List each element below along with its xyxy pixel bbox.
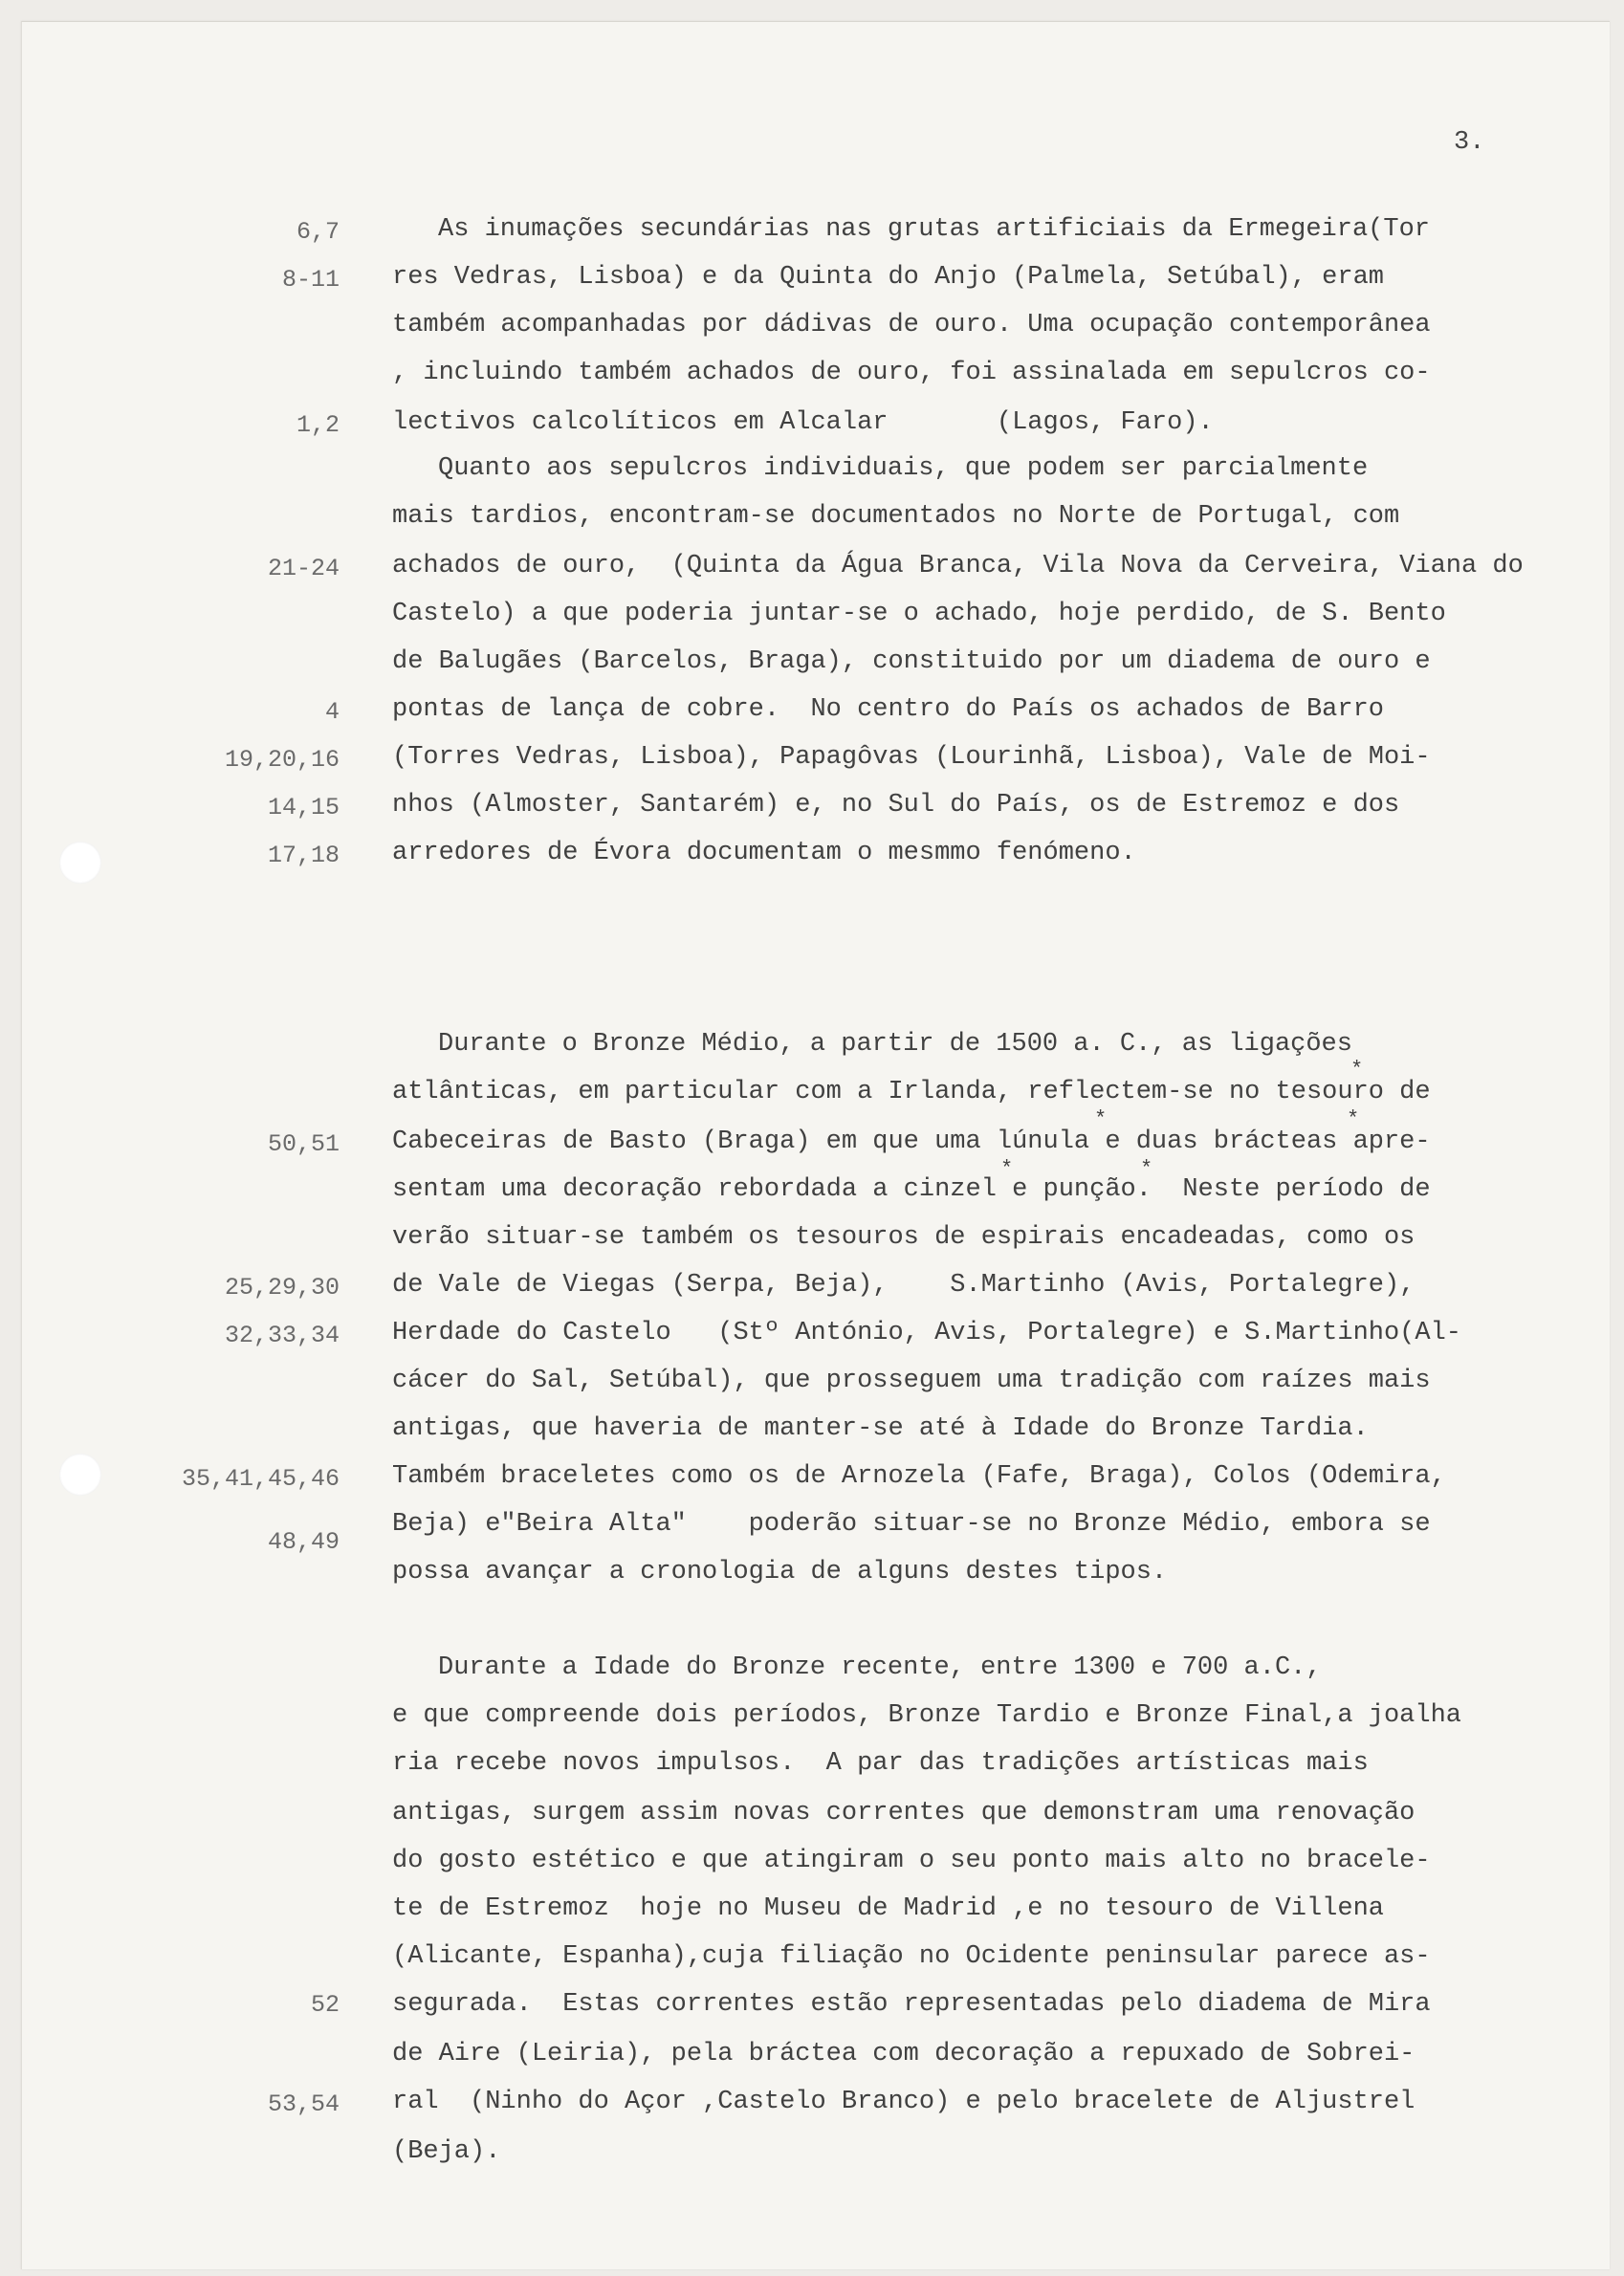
- margin-ref: 35,41,45,46: [181, 1465, 340, 1493]
- paragraph-2-line: mais tardios, encontram-se documentados no Norte de Portugal, com: [392, 502, 1400, 531]
- paragraph-1-line: res Vedras, Lisboa) e da Quinta do Anjo (Palmela, Setúbal), eram: [392, 263, 1384, 292]
- paragraph-3-line: de Vale de Viegas (Serpa, Beja), S.Martinho (Avis, Portalegre),: [392, 1271, 1416, 1300]
- margin-ref: 4: [324, 698, 340, 726]
- margin-ref: 52: [310, 1991, 340, 2019]
- paragraph-4-line: antigas, surgem assim novas correntes que demonstram uma renovação: [392, 1799, 1416, 1827]
- paragraph-2-line: achados de ouro, (Quinta da Água Branca, Vila Nova da Cerveira, Viana do: [392, 552, 1524, 580]
- paragraph-4-line: de Aire (Leiria), pela bráctea com decoração a repuxado de Sobrei-: [392, 2040, 1416, 2068]
- paragraph-2-line: (Torres Vedras, Lisboa), Papagôvas (Lourinhã, Lisboa), Vale de Moi-: [392, 743, 1431, 772]
- paragraph-3-line: possa avançar a cronologia de alguns destes tipos.: [392, 1558, 1168, 1587]
- paragraph-1-line: também acompanhadas por dádivas de ouro. Uma ocupação contemporânea: [392, 311, 1431, 339]
- paragraph-3-line: verão situar-se também os tesouros de espirais encadeadas, como os: [392, 1223, 1416, 1252]
- paragraph-3-line: Cabeceiras de Basto (Braga) em que uma lúnula e duas brácteas apre-: [392, 1127, 1431, 1156]
- paragraph-3-line: Durante o Bronze Médio, a partir de 1500 a. C., as ligações: [438, 1030, 1352, 1059]
- paragraph-4-line: te de Estremoz hoje no Museu de Madrid ,e no tesouro de Villena: [392, 1894, 1384, 1923]
- paragraph-3-line: Herdade do Castelo (Stº António, Avis, Portalegre) e S.Martinho(Al-: [392, 1319, 1461, 1347]
- paragraph-4-line: Durante a Idade do Bronze recente, entre 1300 e 700 a.C.,: [438, 1653, 1322, 1682]
- paragraph-2-line: arredores de Évora documentam o mesmmo fenómeno.: [392, 839, 1136, 867]
- paragraph-2-line: de Balugães (Barcelos, Braga), constituido por um diadema de ouro e: [392, 647, 1431, 676]
- asterisk-annotation: *: [1000, 1157, 1014, 1181]
- margin-ref: 25,29,30: [224, 1274, 340, 1302]
- margin-ref: 1,2: [296, 411, 340, 439]
- margin-ref: 53,54: [267, 2090, 340, 2118]
- paragraph-3-line: atlânticas, em particular com a Irlanda, reflectem-se no tesouro de: [392, 1078, 1431, 1106]
- paragraph-3-line: antigas, que haveria de manter-se até à Idade do Bronze Tardia.: [392, 1414, 1369, 1443]
- margin-ref: 19,20,16: [224, 746, 340, 774]
- paragraph-1-line: lectivos calcolíticos em Alcalar (Lagos, Faro).: [392, 408, 1214, 437]
- paragraph-4-line: (Alicante, Espanha),cuja filiação no Ocidente peninsular parece as-: [392, 1942, 1431, 1971]
- paragraph-3-line: cácer do Sal, Setúbal), que prosseguem uma tradição com raízes mais: [392, 1367, 1431, 1395]
- margin-ref: 8-11: [281, 266, 340, 294]
- paragraph-4-line: do gosto estético e que atingiram o seu ponto mais alto no bracele-: [392, 1847, 1431, 1875]
- paragraph-2-line: Castelo) a que poderia juntar-se o achado, hoje perdido, de S. Bento: [392, 600, 1446, 628]
- asterisk-annotation: *: [1094, 1107, 1108, 1131]
- asterisk-annotation: *: [1347, 1107, 1360, 1131]
- margin-ref: 50,51: [267, 1130, 340, 1158]
- paragraph-1-line: , incluindo também achados de ouro, foi assinalada em sepulcros co-: [392, 359, 1431, 387]
- margin-ref: 17,18: [267, 842, 340, 869]
- margin-ref: 21-24: [267, 555, 340, 582]
- paragraph-3-line: sentam uma decoração rebordada a cinzel e punção. Neste período de: [392, 1175, 1431, 1204]
- paragraph-4-line: ral (Ninho do Açor ,Castelo Branco) e pelo bracelete de Aljustrel: [392, 2088, 1416, 2116]
- margin-ref: 32,33,34: [224, 1322, 340, 1349]
- paragraph-4-line: ria recebe novos impulsos. A par das tradições artísticas mais: [392, 1749, 1369, 1778]
- paragraph-4-line: segurada. Estas correntes estão representadas pelo diadema de Mira: [392, 1990, 1431, 2019]
- margin-ref: 14,15: [267, 794, 340, 821]
- paragraph-2-line: pontas de lança de cobre. No centro do País os achados de Barro: [392, 695, 1384, 724]
- paragraph-4-line: e que compreende dois períodos, Bronze Tardio e Bronze Final,a joalha: [392, 1701, 1461, 1730]
- paragraph-1-line: As inumações secundárias nas grutas artificiais da Ermegeira(Tor: [438, 215, 1430, 244]
- asterisk-annotation: *: [1140, 1157, 1153, 1181]
- page-number: 3.: [1454, 128, 1485, 157]
- paragraph-4-line: (Beja).: [392, 2137, 501, 2166]
- margin-ref: 48,49: [267, 1528, 340, 1556]
- paragraph-3-line: Também braceletes como os de Arnozela (Fafe, Braga), Colos (Odemira,: [392, 1462, 1446, 1491]
- asterisk-annotation: *: [1350, 1058, 1364, 1082]
- margin-ref: 6,7: [296, 218, 340, 246]
- paragraph-2-line: Quanto aos sepulcros individuais, que podem ser parcialmente: [438, 454, 1369, 483]
- paragraph-3-line: Beja) e"Beira Alta" poderão situar-se no Bronze Médio, embora se: [392, 1510, 1431, 1539]
- paragraph-2-line: nhos (Almoster, Santarém) e, no Sul do País, os de Estremoz e dos: [392, 791, 1400, 820]
